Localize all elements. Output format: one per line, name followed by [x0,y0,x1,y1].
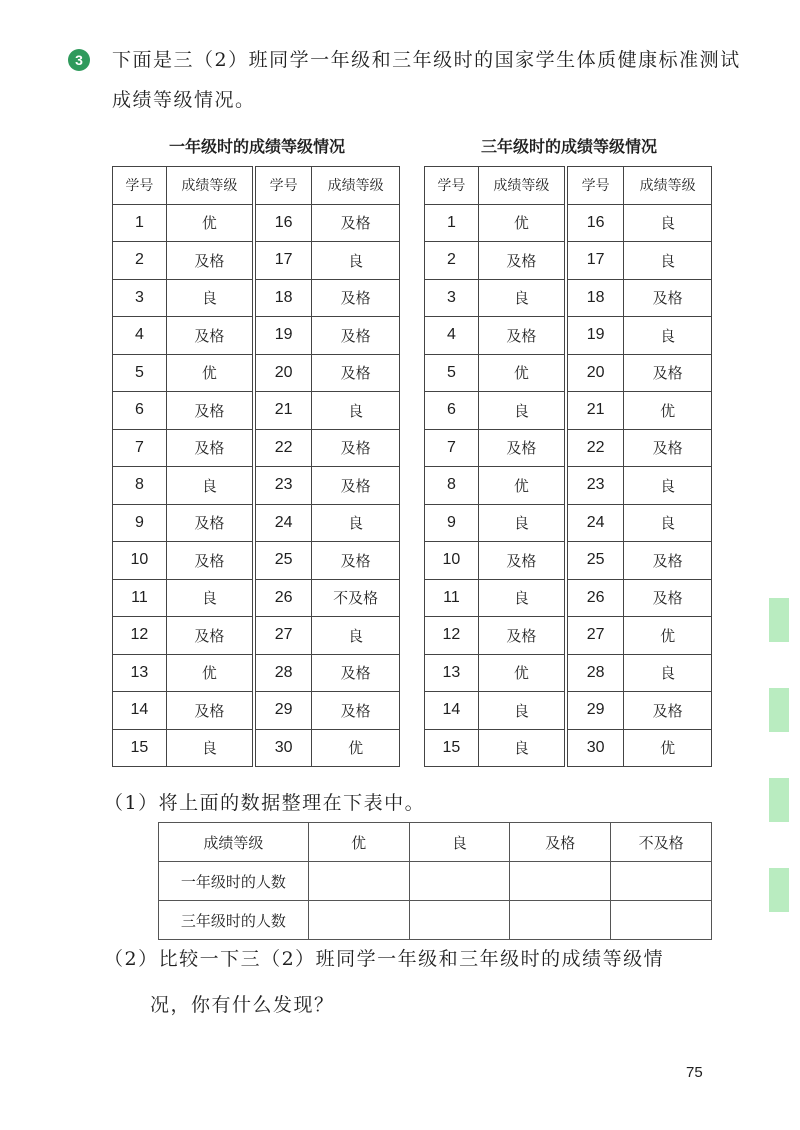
grade1-table-body [113,204,400,767]
header-cell: 成绩等级 [478,167,566,205]
grade-level-cell: 优 [166,654,254,692]
student-id-cell: 22 [566,429,624,467]
grade-level-cell: 及格 [478,542,566,580]
grade-level-cell: 及格 [312,429,400,467]
grade3-table [424,166,712,767]
blank-answer-cell[interactable] [308,901,409,940]
student-id-cell: 17 [254,242,312,280]
table-row [425,392,712,430]
table-row [425,429,712,467]
student-id-cell: 19 [254,317,312,355]
grade-level-cell: 及格 [166,542,254,580]
grade-level-cell: 及格 [312,279,400,317]
part1-text: （1）将上面的数据整理在下表中。 [104,792,426,814]
student-id-cell: 18 [566,279,624,317]
grade-level-cell: 优 [166,354,254,392]
page-number: 75 [686,1064,703,1081]
student-id-cell: 7 [425,429,479,467]
student-id-cell: 22 [254,429,312,467]
grade-level-cell: 良 [624,467,712,505]
table-row [113,542,400,580]
grade-level-cell: 及格 [478,617,566,655]
grade-level-cell: 优 [166,204,254,242]
table-row [425,467,712,505]
student-id-cell: 17 [566,242,624,280]
side-tab-marker [769,688,789,732]
table-row [113,504,400,542]
table-row [113,729,400,767]
grade-level-cell: 良 [478,392,566,430]
blank-answer-cell[interactable] [409,862,510,901]
table-row [425,617,712,655]
grade-level-cell: 及格 [312,204,400,242]
summary-row-label: 三年级时的人数 [159,901,309,940]
grade-level-cell: 及格 [166,242,254,280]
grade-level-cell: 良 [312,242,400,280]
grade-level-cell: 优 [478,654,566,692]
student-id-cell: 23 [254,467,312,505]
table-header-row [425,167,712,205]
blank-answer-cell[interactable] [611,901,712,940]
grade-level-cell: 良 [478,729,566,767]
student-id-cell: 7 [113,429,167,467]
student-id-cell: 4 [113,317,167,355]
header-cell: 成绩等级 [166,167,254,205]
summary-row-grade3 [159,901,712,940]
grade-level-cell: 优 [478,467,566,505]
grade-level-cell: 及格 [624,542,712,580]
student-id-cell: 9 [113,504,167,542]
table-row [113,354,400,392]
grade-level-cell: 良 [166,729,254,767]
grade-level-cell: 良 [624,242,712,280]
student-id-cell: 24 [566,504,624,542]
table-row [113,692,400,730]
grade-level-cell: 及格 [166,392,254,430]
summary-header-cell: 良 [409,823,510,862]
student-id-cell: 3 [425,279,479,317]
student-id-cell: 6 [425,392,479,430]
grade-level-cell: 良 [166,467,254,505]
grade1-table [112,166,400,767]
student-id-cell: 21 [254,392,312,430]
student-id-cell: 16 [254,204,312,242]
blank-answer-cell[interactable] [308,862,409,901]
grade-level-cell: 及格 [166,504,254,542]
student-id-cell: 8 [425,467,479,505]
header-cell: 学号 [254,167,312,205]
header-cell: 学号 [113,167,167,205]
table-row [113,579,400,617]
grade-level-cell: 良 [478,579,566,617]
header-cell: 学号 [566,167,624,205]
grade1-table-caption: 一年级时的成绩等级情况 [168,137,345,156]
grade3-table-caption: 三年级时的成绩等级情况 [480,137,657,156]
header-cell: 成绩等级 [624,167,712,205]
table-row [425,354,712,392]
student-id-cell: 19 [566,317,624,355]
grade-level-cell: 良 [312,392,400,430]
student-id-cell: 11 [113,579,167,617]
student-id-cell: 26 [254,579,312,617]
table-row [425,729,712,767]
table-row [425,317,712,355]
grade-level-cell: 良 [312,617,400,655]
student-id-cell: 29 [566,692,624,730]
summary-header-cell: 不及格 [611,823,712,862]
side-tab-marker [769,598,789,642]
grade-level-cell: 优 [478,354,566,392]
table-row [113,279,400,317]
student-id-cell: 26 [566,579,624,617]
grade-level-cell: 及格 [312,354,400,392]
side-tab-marker [769,868,789,912]
grade-level-cell: 良 [478,504,566,542]
student-id-cell: 5 [113,354,167,392]
student-id-cell: 5 [425,354,479,392]
student-id-cell: 9 [425,504,479,542]
part2-line1: （2）比较一下三（2）班同学一年级和三年级时的成绩等级情 [104,948,665,970]
table-row [425,654,712,692]
student-id-cell: 30 [254,729,312,767]
grade-level-cell: 优 [624,617,712,655]
student-id-cell: 10 [425,542,479,580]
intro-text: 下面是三（2）班同学一年级和三年级时的国家学生体质健康标准测试成绩等级情况。 [112,49,741,111]
student-id-cell: 10 [113,542,167,580]
summary-header-row [159,823,712,862]
table-row [113,204,400,242]
grade-level-cell: 及格 [312,542,400,580]
table-row [113,429,400,467]
grade3-table-body [425,204,712,767]
student-id-cell: 25 [254,542,312,580]
blank-answer-cell[interactable] [611,862,712,901]
grade-level-cell: 及格 [312,467,400,505]
student-id-cell: 29 [254,692,312,730]
student-id-cell: 20 [254,354,312,392]
table-row [425,242,712,280]
student-id-cell: 12 [113,617,167,655]
summary-header-cell: 及格 [510,823,611,862]
header-cell: 成绩等级 [312,167,400,205]
grade-level-cell: 优 [624,392,712,430]
summary-row-grade1 [159,862,712,901]
student-id-cell: 21 [566,392,624,430]
grade-level-cell: 及格 [624,429,712,467]
summary-header-cell: 优 [308,823,409,862]
grade-level-cell: 良 [478,692,566,730]
grade-level-cell: 优 [478,204,566,242]
table-row [113,467,400,505]
grade-level-cell: 良 [624,317,712,355]
blank-answer-cell[interactable] [510,862,611,901]
table-row [113,654,400,692]
grade-level-cell: 及格 [312,692,400,730]
grade-level-cell: 及格 [166,617,254,655]
grade-level-cell: 及格 [478,429,566,467]
grade-level-cell: 及格 [166,429,254,467]
table-row [425,204,712,242]
question-number-badge: 3 [68,49,90,71]
summary-header-cell: 成绩等级 [159,823,309,862]
blank-answer-cell[interactable] [510,901,611,940]
student-id-cell: 1 [113,204,167,242]
student-id-cell: 27 [566,617,624,655]
summary-table [158,822,712,940]
student-id-cell: 12 [425,617,479,655]
student-id-cell: 4 [425,317,479,355]
student-id-cell: 18 [254,279,312,317]
student-id-cell: 14 [425,692,479,730]
table-row [113,242,400,280]
grade-level-cell: 及格 [624,279,712,317]
student-id-cell: 14 [113,692,167,730]
student-id-cell: 15 [113,729,167,767]
table-row [113,392,400,430]
grade-level-cell: 良 [624,654,712,692]
table-row [425,542,712,580]
student-id-cell: 23 [566,467,624,505]
grade-level-cell: 良 [166,579,254,617]
grade-level-cell: 优 [624,729,712,767]
grade-level-cell: 及格 [312,654,400,692]
header-cell: 学号 [425,167,479,205]
part2-line2: 况，你有什么发现？ [150,994,335,1016]
student-id-cell: 2 [425,242,479,280]
table-row [113,617,400,655]
grade-level-cell: 及格 [624,692,712,730]
table-row [113,317,400,355]
grade-level-cell: 及格 [478,317,566,355]
student-id-cell: 3 [113,279,167,317]
student-id-cell: 30 [566,729,624,767]
grade-level-cell: 及格 [312,317,400,355]
student-id-cell: 28 [566,654,624,692]
student-id-cell: 25 [566,542,624,580]
student-id-cell: 1 [425,204,479,242]
summary-row-label: 一年级时的人数 [159,862,309,901]
student-id-cell: 11 [425,579,479,617]
grade-level-cell: 良 [478,279,566,317]
student-id-cell: 15 [425,729,479,767]
student-id-cell: 6 [113,392,167,430]
grade-level-cell: 良 [624,504,712,542]
table-row [425,504,712,542]
table-header-row [113,167,400,205]
student-id-cell: 2 [113,242,167,280]
student-id-cell: 13 [425,654,479,692]
table-row [425,692,712,730]
grade-level-cell: 良 [312,504,400,542]
table-row [425,279,712,317]
side-tab-marker [769,778,789,822]
grade-level-cell: 不及格 [312,579,400,617]
grade-level-cell: 及格 [166,317,254,355]
student-id-cell: 24 [254,504,312,542]
table-row [425,579,712,617]
student-id-cell: 20 [566,354,624,392]
blank-answer-cell[interactable] [409,901,510,940]
grade-level-cell: 优 [312,729,400,767]
student-id-cell: 8 [113,467,167,505]
grade-level-cell: 及格 [478,242,566,280]
grade-level-cell: 良 [624,204,712,242]
student-id-cell: 27 [254,617,312,655]
grade-level-cell: 良 [166,279,254,317]
grade-level-cell: 及格 [624,579,712,617]
student-id-cell: 13 [113,654,167,692]
grade-level-cell: 及格 [624,354,712,392]
grade-level-cell: 及格 [166,692,254,730]
student-id-cell: 16 [566,204,624,242]
student-id-cell: 28 [254,654,312,692]
